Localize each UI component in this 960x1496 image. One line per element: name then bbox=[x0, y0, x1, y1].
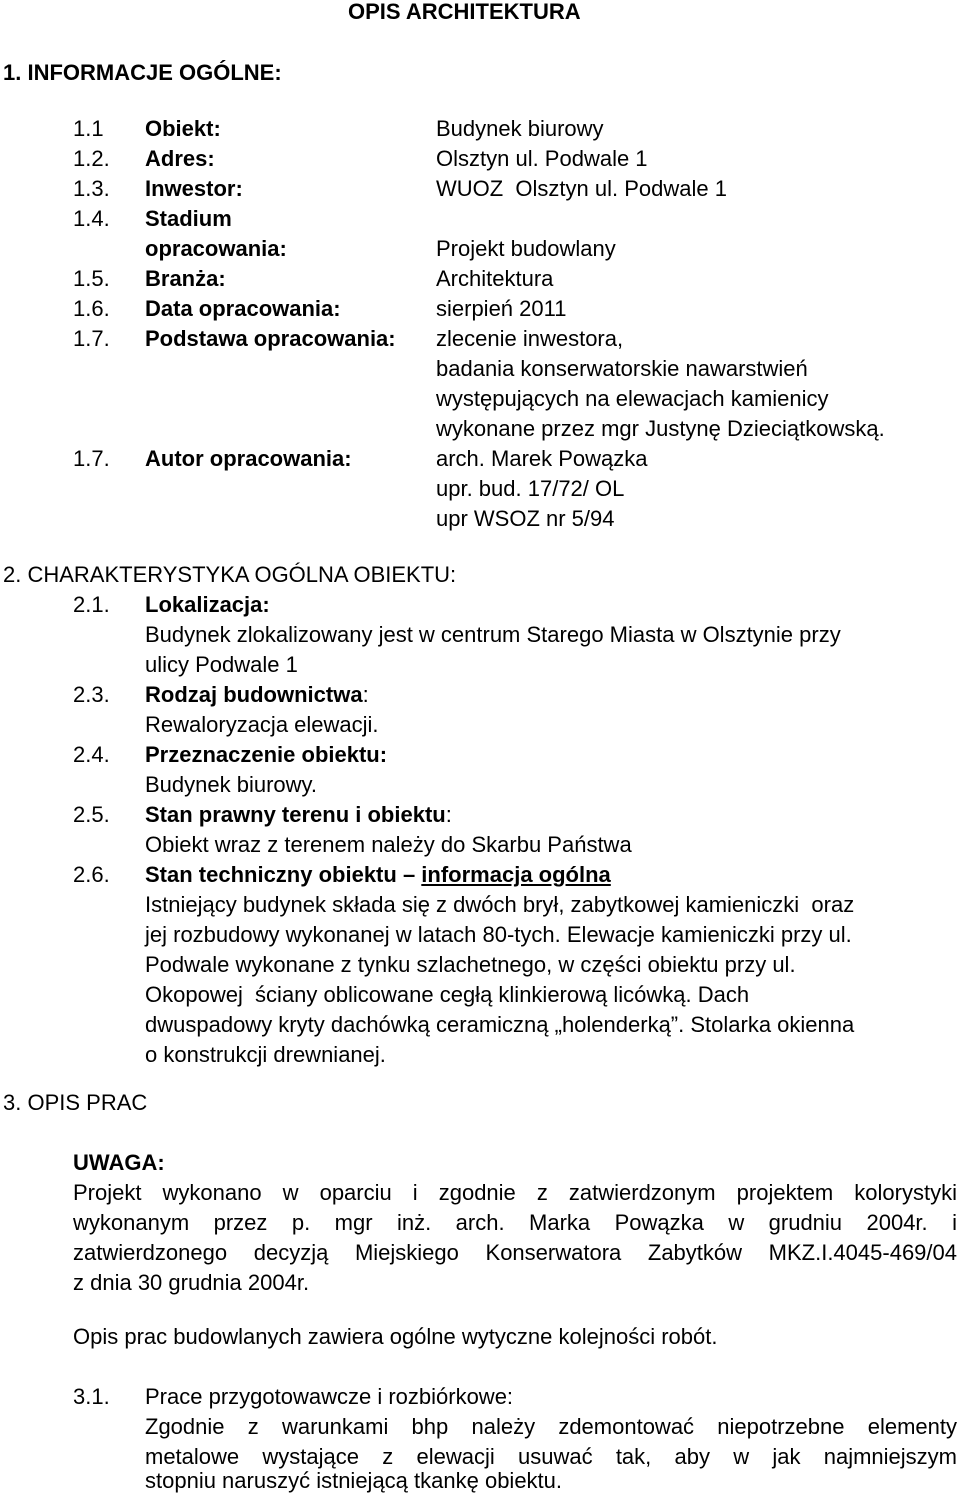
note-line: wykonanym przez p. mgr inż. arch. Marka Powązka w grudniu 2004r. i bbox=[73, 1210, 957, 1235]
item-text-line: stopniu naruszyć istniejącą tkankę obiektu. bbox=[145, 1468, 563, 1493]
item-label: Obiekt: bbox=[145, 116, 221, 141]
item-text-line: Zgodnie z warunkami bhp należy zdemontować niepotrzebne elementy bbox=[145, 1414, 957, 1439]
note-line: z dnia 30 grudnia 2004r. bbox=[73, 1270, 310, 1295]
item-value-line: upr. bud. 17/72/ OL bbox=[436, 476, 625, 501]
note-line: zatwierdzonego decyzją Miejskiego Konserwatora Zabytków MKZ.I.4045-469/04 bbox=[73, 1240, 957, 1265]
item-value: Budynek biurowy bbox=[436, 116, 604, 141]
item-text-line: Budynek biurowy. bbox=[145, 772, 318, 797]
item-value: Olsztyn ul. Podwale 1 bbox=[436, 146, 648, 171]
item-text-line: Istniejący budynek składa się z dwóch brył, zabytkowej kamieniczki oraz bbox=[145, 892, 855, 917]
item-text-line: Podwale wykonane z tynku szlachetnego, w części obiektu przy ul. bbox=[145, 952, 796, 977]
item-value: arch. Marek Powązka bbox=[436, 446, 648, 471]
section1-heading: 1. INFORMACJE OGÓLNE: bbox=[3, 60, 282, 85]
item-number: 1.4. bbox=[73, 206, 110, 231]
item-number: 2.4. bbox=[73, 742, 110, 767]
item-label: Autor opracowania: bbox=[145, 446, 352, 471]
item-text-line: o konstrukcji drewnianej. bbox=[145, 1042, 386, 1067]
item-label: Podstawa opracowania: bbox=[145, 326, 396, 351]
item-value: Projekt budowlany bbox=[436, 236, 616, 261]
item-label bbox=[145, 680, 369, 710]
item-label: Branża: bbox=[145, 266, 226, 291]
item-label: Adres: bbox=[145, 146, 215, 171]
item-label-continuation: opracowania: bbox=[145, 236, 287, 261]
item-number: 1.1 bbox=[73, 116, 104, 141]
item-label-underlined: informacja ogólna bbox=[421, 862, 611, 887]
item-label: Data opracowania: bbox=[145, 296, 341, 321]
item-number: 1.7. bbox=[73, 446, 110, 471]
section3-heading: 3. OPIS PRAC bbox=[3, 1090, 148, 1115]
document-title: OPIS ARCHITEKTURA bbox=[348, 0, 581, 24]
item-label-suffix: : bbox=[362, 682, 369, 707]
item-number: 3.1. bbox=[73, 1384, 110, 1409]
item-label: Stadium bbox=[145, 206, 232, 231]
item-label: Inwestor: bbox=[145, 176, 243, 201]
item-number: 2.6. bbox=[73, 862, 110, 887]
item-value-line: występujących na elewacjach kamienicy bbox=[436, 386, 829, 411]
item-number: 1.5. bbox=[73, 266, 110, 291]
item-value: sierpień 2011 bbox=[436, 296, 567, 321]
item-label-text: Stan prawny terenu i obiektu bbox=[145, 802, 446, 827]
item-text-line: jej rozbudowy wykonanej w latach 80-tych. Elewacje kamieniczki przy ul. bbox=[145, 922, 852, 947]
item-number: 1.3. bbox=[73, 176, 110, 201]
item-label bbox=[145, 800, 452, 830]
item-number: 1.7. bbox=[73, 326, 110, 351]
item-label bbox=[145, 860, 611, 890]
intro-paragraph: Opis prac budowlanych zawiera ogólne wytyczne kolejności robót. bbox=[73, 1324, 718, 1349]
item-label: Przeznaczenie obiektu: bbox=[145, 742, 388, 767]
item-value: Architektura bbox=[436, 266, 554, 291]
item-value-line: badania konserwatorskie nawarstwień bbox=[436, 356, 808, 381]
item-label-text: Stan techniczny obiektu bbox=[145, 862, 397, 887]
item-text-line: Rewaloryzacja elewacji. bbox=[145, 712, 379, 737]
note-line: Projekt wykonano w oparciu i zgodnie z zatwierdzonym projektem kolorystyki bbox=[73, 1180, 957, 1205]
item-label-suffix: : bbox=[445, 802, 452, 827]
item-value-line: upr WSOZ nr 5/94 bbox=[436, 506, 615, 531]
item-text-line: metalowe wystające z elewacji usuwać tak, aby w jak najmniejszym bbox=[145, 1444, 957, 1469]
item-value: zlecenie inwestora, bbox=[436, 326, 624, 351]
item-text-line: dwuspadowy kryty dachówką ceramiczną „holenderką”. Stolarka okienna bbox=[145, 1012, 855, 1037]
item-text-line: Obiekt wraz z terenem należy do Skarbu Państwa bbox=[145, 832, 632, 857]
item-value-line: wykonane przez mgr Justynę Dzieciątkowską. bbox=[436, 416, 885, 441]
section2-heading: 2. CHARAKTERYSTYKA OGÓLNA OBIEKTU: bbox=[3, 562, 457, 587]
item-label-separator: – bbox=[396, 862, 422, 887]
note-label: UWAGA: bbox=[73, 1150, 165, 1175]
item-value: WUOZ Olsztyn ul. Podwale 1 bbox=[436, 176, 727, 201]
item-text-line: Budynek zlokalizowany jest w centrum Starego Miasta w Olsztynie przy bbox=[145, 622, 841, 647]
item-text-line: Okopowej ściany oblicowane cegłą klinkierową licówką. Dach bbox=[145, 982, 750, 1007]
item-label: Lokalizacja: bbox=[145, 592, 270, 617]
item-number: 1.6. bbox=[73, 296, 110, 321]
item-number: 2.5. bbox=[73, 802, 110, 827]
item-number: 1.2. bbox=[73, 146, 110, 171]
item-number: 2.3. bbox=[73, 682, 110, 707]
item-number: 2.1. bbox=[73, 592, 110, 617]
item-label-text: Rodzaj budownictwa bbox=[145, 682, 363, 707]
item-text-line: ulicy Podwale 1 bbox=[145, 652, 298, 677]
item-label: Prace przygotowawcze i rozbiórkowe: bbox=[145, 1384, 514, 1409]
